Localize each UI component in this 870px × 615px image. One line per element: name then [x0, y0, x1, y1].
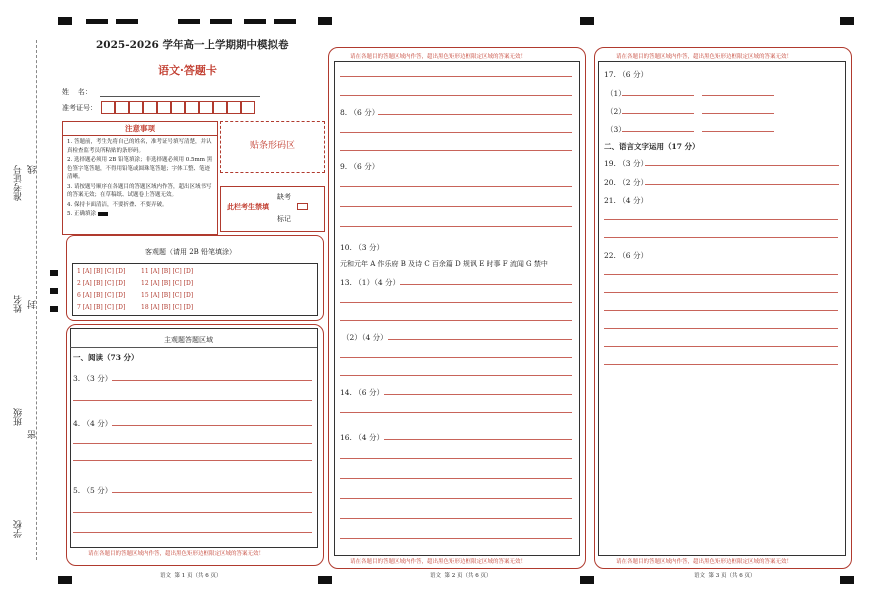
header-dash [210, 19, 232, 24]
corner-mark [580, 17, 594, 25]
warning-text: 请在各题目的答题区域内作答，超出黑色矩形边框限定区域的答案无效！ [88, 551, 265, 557]
side-mark [50, 306, 58, 312]
question-17: 17. （6 分） [604, 70, 648, 79]
side-label-exam-no: 准考证号 [14, 165, 24, 201]
name-field[interactable] [100, 96, 260, 97]
filled-sample-icon [98, 212, 108, 216]
question-10: 10. （3 分） [340, 243, 384, 252]
corner-mark [58, 17, 72, 25]
objective-row[interactable]: 15 [A] [B] [C] [D] [141, 292, 194, 299]
corner-mark [840, 17, 854, 25]
question-13-1: 13. （1）（4 分） [340, 278, 400, 287]
page-footer: 语文 第 1 页（共 6 页） [160, 573, 222, 579]
objective-title: 客观题（请用 2B 铅笔填涂） [145, 248, 237, 256]
objective-row[interactable]: 1 [A] [B] [C] [D] [77, 268, 126, 275]
header-dash [244, 19, 266, 24]
question-20: 20. （2 分） [604, 178, 648, 187]
corner-mark [58, 576, 72, 584]
exam-no-label: 准考证号： [62, 104, 97, 112]
page-footer: 语文 第 2 页（共 6 页） [430, 573, 492, 579]
header-dash [178, 19, 200, 24]
objective-panel [66, 235, 324, 321]
absent-note: 此栏考生禁填 [227, 202, 269, 211]
question-3: 3. （3 分） [73, 374, 113, 383]
card-subtitle: 语文·答题卡 [158, 64, 217, 77]
notice-item: 5. 正确填涂 [67, 211, 96, 217]
notice-item: 1. 答题前，考生先将自己的姓名，准考证号填写清楚，并认真检查监考员所粘贴的条形码。 [67, 139, 212, 154]
notice-item: 4. 保持卡面清洁，不要折叠、不要弄破。 [67, 201, 168, 208]
question-17-1: （1） [606, 89, 626, 98]
corner-mark [840, 576, 854, 584]
side-label-line: 线 [28, 165, 38, 174]
warning-text: 请在各题目的答题区域内作答，超出黑色矩形边框限定区域的答案无效！ [616, 559, 793, 565]
question-21: 21. （4 分） [604, 196, 648, 205]
notice-box [62, 121, 218, 235]
notice-item: 3. 请按题号顺序在各题目的答题区域内作答，超出区域书写的答案无效；在草稿纸、试题卷上答题无效。 [67, 183, 212, 198]
objective-row[interactable]: 7 [A] [B] [C] [D] [77, 304, 126, 311]
objective-row[interactable]: 11 [A] [B] [C] [D] [141, 268, 194, 275]
objective-row[interactable]: 18 [A] [B] [C] [D] [141, 304, 194, 311]
question-9: 9. （6 分） [340, 162, 380, 171]
question-16: 16. （4 分） [340, 433, 384, 442]
question-19: 19. （3 分） [604, 159, 648, 168]
warning-text: 请在各题目的答题区域内作答，超出黑色矩形边框限定区域的答案无效！ [350, 559, 527, 565]
subjective-title: 主观题答题区域 [164, 336, 213, 344]
objective-row[interactable]: 12 [A] [B] [C] [D] [141, 280, 194, 287]
side-mark [50, 270, 58, 276]
notice-item: 2. 选择题必须用 2B 铅笔填涂；非选择题必须用 0.5mm 黑色签字笔答题，不得用铅笔或圆珠笔答题；字体工整、笔迹清晰。 [67, 157, 213, 180]
side-label-secret: 密 [28, 430, 38, 439]
question-17-2: （2） [606, 107, 626, 116]
warning-text: 请在各题目的答题区域内作答，超出黑色矩形边框限定区域的答案无效！ [350, 54, 527, 60]
corner-mark [580, 576, 594, 584]
header-dash [116, 19, 138, 24]
corner-mark [318, 576, 332, 584]
absent-checkbox[interactable] [297, 203, 308, 210]
side-label-seal: 封 [28, 300, 38, 309]
question-5: 5. （5 分） [73, 486, 113, 495]
notice-title: 注意事项 [63, 122, 217, 136]
exam-title: 2025-2026 学年高一上学期期中模拟卷 [96, 39, 289, 51]
side-label-name: 姓名 [14, 295, 24, 313]
absent-mark-label: 标记 [277, 215, 291, 223]
corner-mark [318, 17, 332, 25]
header-dash [86, 19, 108, 24]
name-label: 姓 名： [62, 88, 92, 96]
section-language: 二、语言文字运用（17 分） [604, 142, 700, 151]
question-13-2: （2）（4 分） [342, 333, 388, 342]
barcode-area [220, 121, 325, 173]
header-dash [274, 19, 296, 24]
side-label-class: 班级 [14, 408, 24, 426]
absent-label: 缺考 [277, 193, 291, 201]
question-4: 4. （4 分） [73, 419, 113, 428]
objective-row[interactable]: 2 [A] [B] [C] [D] [77, 280, 126, 287]
question-22: 22. （6 分） [604, 251, 648, 260]
question-17-3: （3） [606, 125, 626, 134]
question-8: 8. （6 分） [340, 108, 380, 117]
section-reading: 一、阅读（73 分） [73, 353, 139, 362]
side-mark [50, 288, 58, 294]
objective-row[interactable]: 6 [A] [B] [C] [D] [77, 292, 126, 299]
page-footer: 语文 第 3 页（共 6 页） [694, 573, 756, 579]
side-label-school: 学校 [14, 520, 24, 538]
absent-box [220, 186, 325, 232]
barcode-label: 贴条形码区 [249, 141, 295, 151]
warning-text: 请在各题目的答题区域内作答，超出黑色矩形边框限定区域的答案无效！ [616, 54, 793, 60]
question-10-sentence: 元和元年 A 作乐府 B 及诗 C 百余篇 D 规讽 E 时事 F 流闻 G 禁中 [340, 260, 548, 268]
question-14: 14. （6 分） [340, 388, 384, 397]
